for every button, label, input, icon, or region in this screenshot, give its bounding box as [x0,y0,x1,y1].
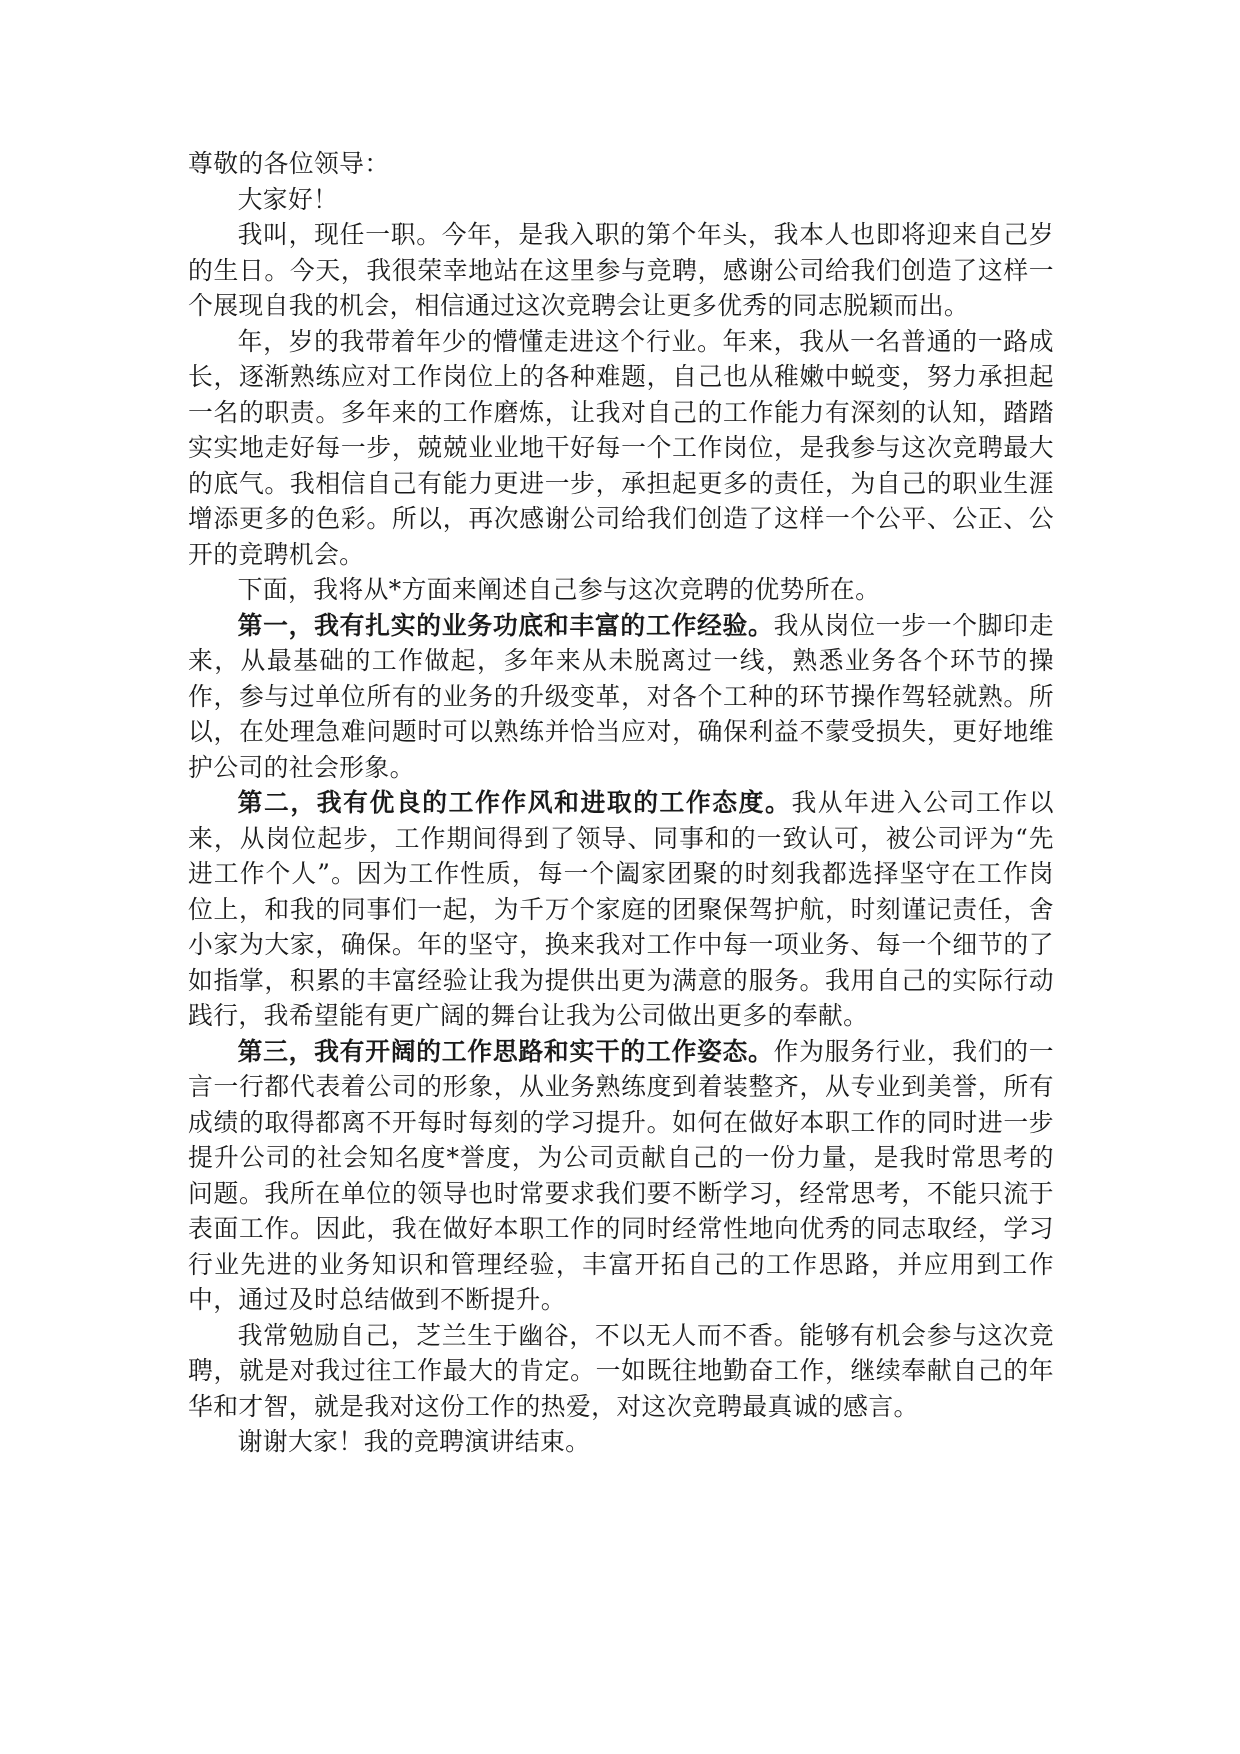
speech-document [188,146,1054,1460]
point-two-heading: 第二，我有优良的工作作风和进取的工作态度。 [237,788,792,817]
salutation: 尊敬的各位领导： [188,149,390,178]
point-three-heading: 第三，我有开阔的工作思路和实干的工作姿态。 [237,1036,774,1066]
point-one-paragraph [188,608,1054,786]
point-one-heading: 第一，我有扎实的业务功底和丰富的工作经验。 [237,610,774,640]
conclusion-paragraph: 我常勉励自己，芝兰生于幽谷，不以无人而不香。能够有机会参与这次竞聘，就是对我过往工作最大的肯定。一如既往地勤奋工作，继续奉献自己的年华和才智，就是我对这份工作的热爱，对这次竞聘最真诚的感言。 [188,1320,1054,1421]
intro-paragraph: 我叫，现任一职。今年，是我入职的第个年头，我本人也即将迎来自己岁的生日。今天，我很荣幸地站在这里参与竞聘，感谢公司给我们创造了这样一个展现自我的机会，相信通过这次竞聘会让更多优秀的同志脱颖而出。 [188,220,1054,320]
point-two-body: 我从年进入公司工作以来，从岗位起步，工作期间得到了领导、同事和的一致认可，被公司评为“先进工作个人”。因为工作性质，每一个阖家团聚的时刻我都选择坚守在工作岗位上，和我的同事们一起，为千万个家庭的团聚保驾护航，时刻谨记责任，舍小家为大家，确保。年的坚守，换来我对工作中每一项业务、每一个细节的了如指掌，积累的丰富经验让我为提供出更为满意的服务。我用自己的实际行动践行，我希望能有更广阔的舞台让我为公司做出更多的奉献。 [188,788,1054,1030]
point-one-body: 我从岗位一步一个脚印走来，从最基础的工作做起，多年来从未脱离过一线，熟悉业务各个环节的操作，参与过单位所有的业务的升级变革，对各个工种的环节操作驾轻就熟。所以，在处理急难问题时可以熟练并恰当应对，确保利益不蒙受损失，更好地维护公司的社会形象。 [188,610,1055,782]
closing-line: 谢谢大家！我的竞聘演讲结束。 [237,1427,591,1456]
greeting: 大家好！ [237,184,339,214]
point-three-paragraph [188,1034,1054,1318]
point-two-paragraph [188,785,1054,1034]
point-three-body: 作为服务行业，我们的一言一行都代表着公司的形象，从业务熟练度到着装整齐，从专业到美誉，所有成绩的取得都离不开每时每刻的学习提升。如何在做好本职工作的同时进一步提升公司的社会知名度*誉度，为公司贡献自己的一份力量，是我时常思考的问题。我所在单位的领导也时常要求我们要不断学习，经常思考，不能只流于表面工作。因此，我在做好本职工作的同时经常性地向优秀的同志取经，学习行业先进的业务知识和管理经验，丰富开拓自己的工作思路，并应用到工作中，通过及时总结做到不断提升。 [188,1036,1055,1314]
transition-paragraph: 下面，我将从*方面来阐述自己参与这次竞聘的优势所在。 [237,575,881,604]
background-paragraph: 年，岁的我带着年少的懵懂走进这个行业。年来，我从一名普通的一路成长，逐渐熟练应对工作岗位上的各种难题，自己也从稚嫩中蜕变，努力承担起一名的职责。多年来的工作磨炼，让我对自己的工作能力有深刻的认知，踏踏实实地走好每一步，兢兢业业地干好每一个工作岗位，是我参与这次竞聘最大的底气。我相信自己有能力更进一步，承担起更多的责任，为自己的职业生涯增添更多的色彩。所以，再次感谢公司给我们创造了这样一个公平、公正、公开的竞聘机会。 [188,326,1054,569]
